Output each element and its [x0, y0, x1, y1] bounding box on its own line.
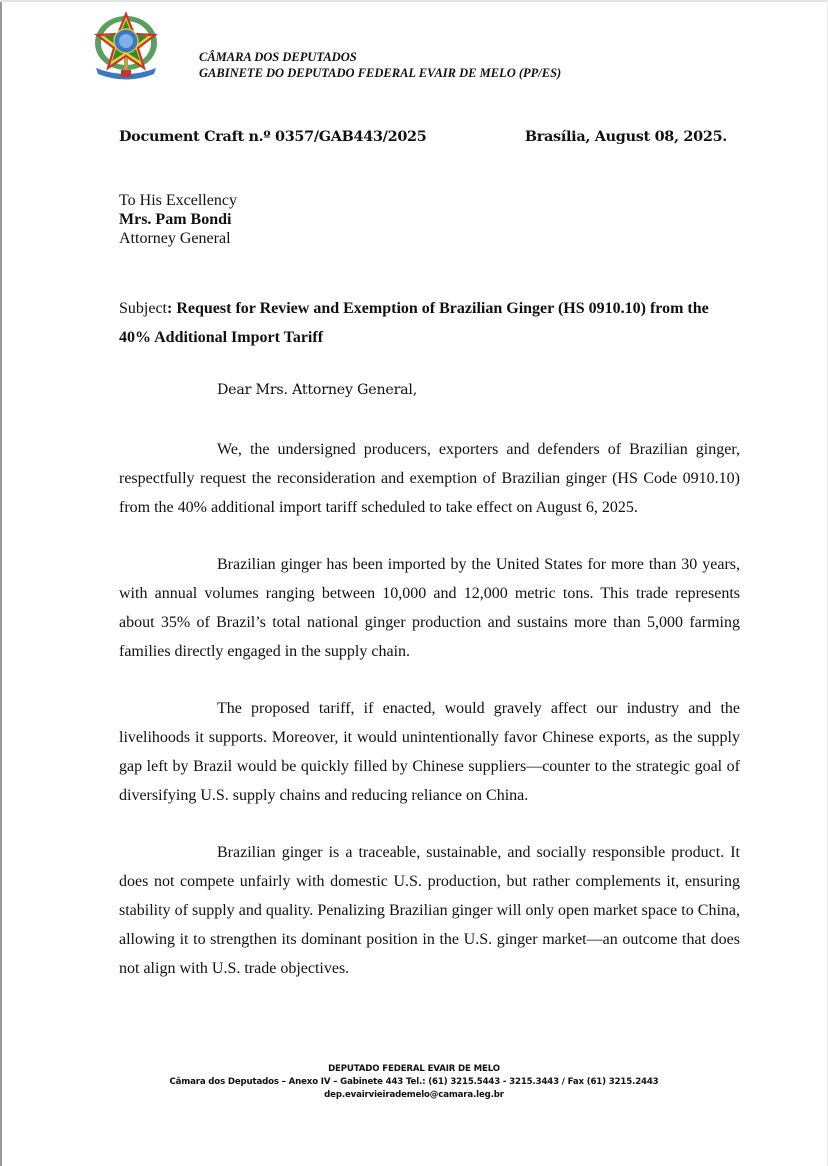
body-paragraph: Brazilian ginger has been imported by the United States for more than 30 years, with annual volumes ranging between 10,000 and 12,000 metric tons. This trade represents about 35% of Brazil’s total national ginger production and sustains more than 5,000 farming families directly engaged in the supply chain.: [119, 556, 740, 660]
addressee-block: [119, 191, 237, 248]
subject-line: [119, 294, 740, 352]
page-border-top: [0, 0, 828, 2]
office-name: GABINETE DO DEPUTADO FEDERAL EVAIR DE MELO (PP/ES): [199, 66, 562, 80]
footer-email[interactable]: dep.evairvieirademelo@camara.leg.br: [324, 1090, 504, 1100]
salutation: Dear Mrs. Attorney General,: [217, 382, 418, 398]
subject-label: Subject: [119, 300, 167, 317]
body-paragraph: The proposed tariff, if enacted, would gravely affect our industry and the livelihoods it supports. Moreover, it would unintentionally favor Chinese exports, as the supply gap left by Brazil would be quickly filled by Chinese suppliers—counter to the strategic goal of diversifying U.S. supply chains and reducing reliance on China.: [119, 700, 740, 804]
page-border-left: [0, 0, 2, 1166]
institution-name: CÂMARA DOS DEPUTADOS: [199, 50, 357, 64]
brazil-coat-of-arms-icon: [91, 10, 161, 82]
addressee-honorific: To His Excellency: [119, 192, 237, 209]
addressee-name: Mrs. Pam Bondi: [119, 211, 232, 228]
page-footer: [0, 1063, 828, 1102]
document-number: Document Craft n.º 0357/GAB443/2025: [119, 128, 427, 145]
addressee-title: Attorney General: [119, 230, 231, 247]
letterhead-text: [199, 49, 561, 81]
footer-name: DEPUTADO FEDERAL EVAIR DE MELO: [328, 1064, 500, 1074]
footer-address: Câmara dos Deputados – Anexo IV – Gabinete 443 Tel.: (61) 3215.5443 - 3215.3443 / Fax (61) 3215.2443: [169, 1077, 659, 1087]
body-paragraph: We, the undersigned producers, exporters and defenders of Brazilian ginger, respectfully request the reconsideration and exemption of Brazilian ginger (HS Code 0910.10) from the 40% additional import tariff scheduled to take effect on August 6, 2025.: [119, 441, 740, 516]
place-date: Brasília, August 08, 2025.: [524, 128, 727, 145]
body-paragraph: Brazilian ginger is a traceable, sustainable, and socially responsible product. It does not compete unfairly with domestic U.S. production, but rather complements it, ensuring stability of supply and quality. Penalizing Brazilian ginger will only open market space to China, allowing it to strengthen its dominant position in the U.S. ginger market—an outcome that does not align with U.S. trade objectives.: [119, 844, 740, 977]
subject-text: : Request for Review and Exemption of Brazilian Ginger (HS 0910.10) from the 40% Additional Import Tariff: [119, 300, 709, 346]
